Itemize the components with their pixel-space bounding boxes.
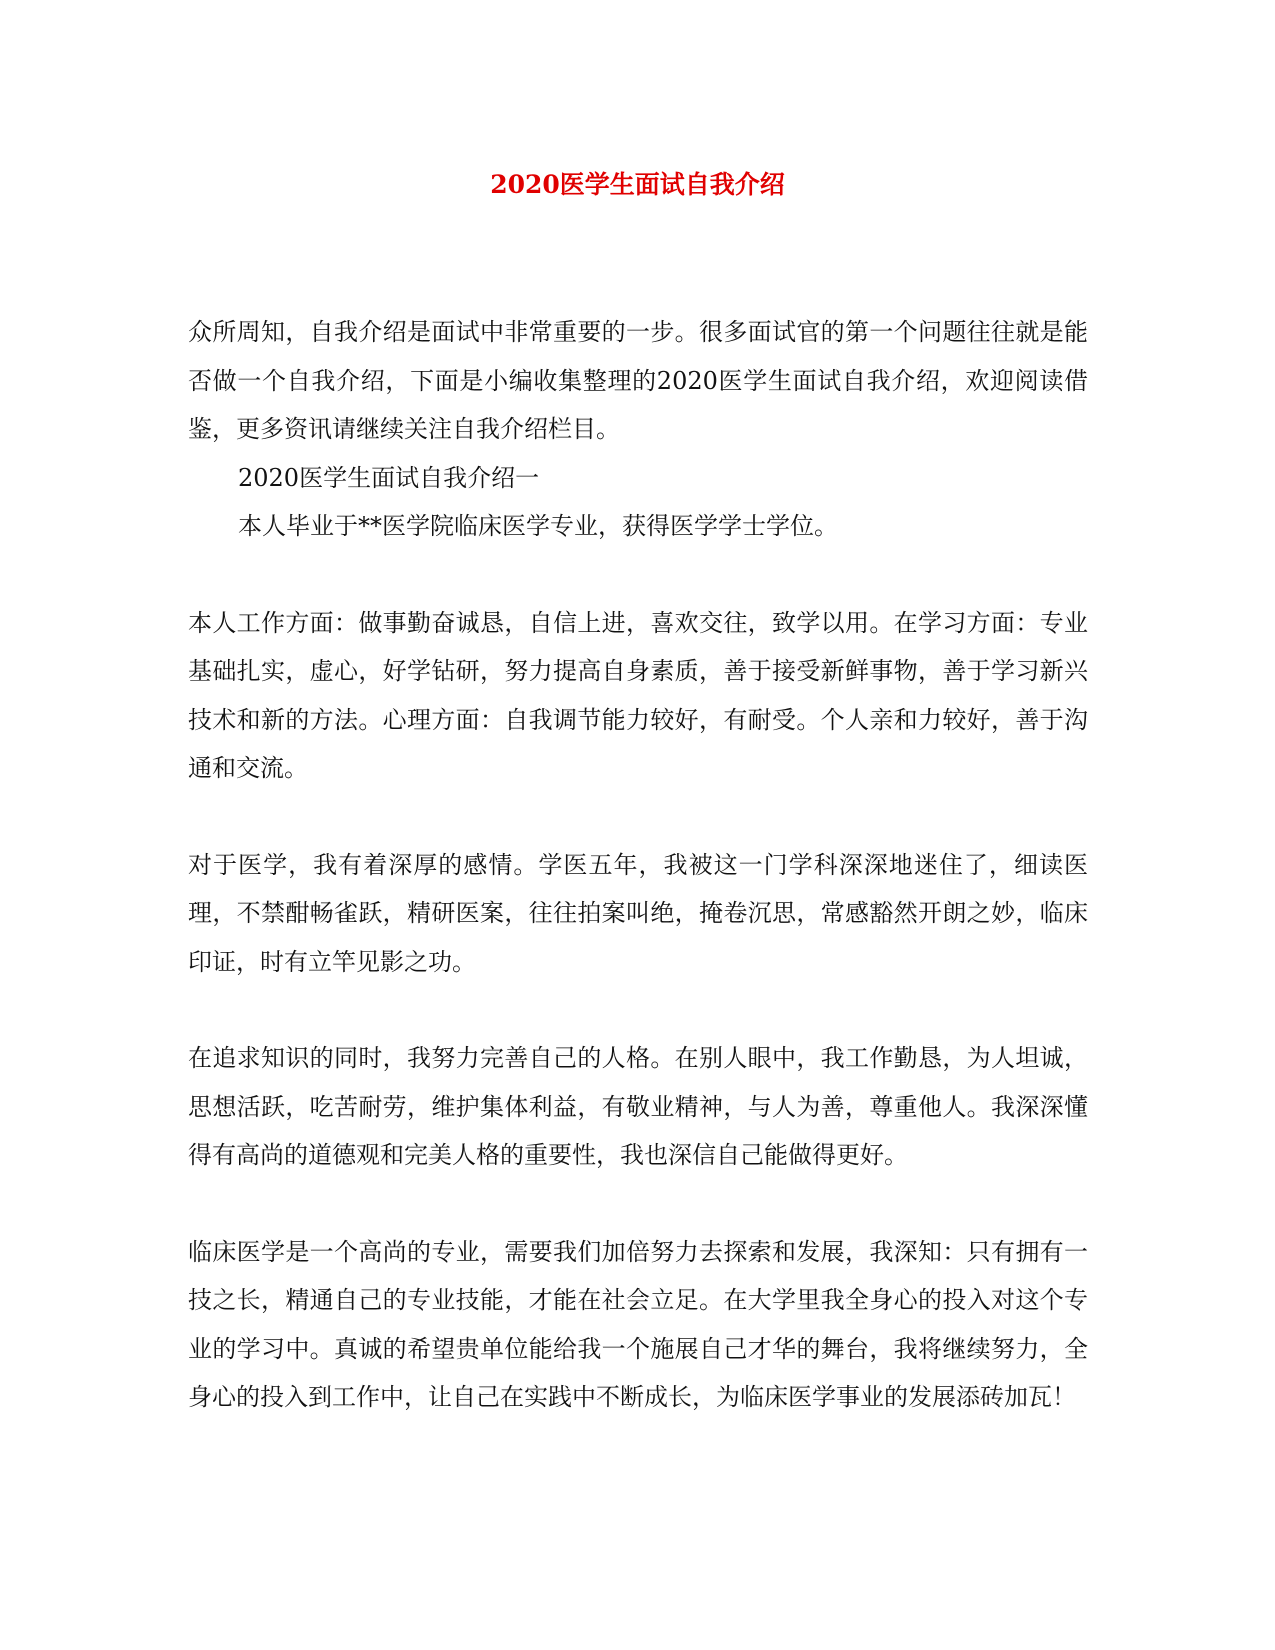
work-paragraph: 本人工作方面：做事勤奋诚恳，自信上进，喜欢交往，致学以用。在学习方面：专业基础扎实，虚心，好学钻研，努力提高自身素质，善于接受新鲜事物，善于学习新兴技术和新的方法。心理方面：自我调节能力较好，有耐受。个人亲和力较好，善于沟通和交流。 bbox=[188, 608, 1088, 782]
closing-paragraph: 临床医学是一个高尚的专业，需要我们加倍努力去探索和发展，我深知：只有拥有一技之长，精通自己的专业技能，才能在社会立足。在大学里我全身心的投入对这个专业的学习中。真诚的希望贵单位能给我一个施展自己才华的舞台，我将继续努力，全身心的投入到工作中，让自己在实践中不断成长，为临床医学事业的发展添砖加瓦！ bbox=[188, 1237, 1088, 1411]
education-paragraph: 本人毕业于**医学院临床医学专业，获得医学学士学位。 bbox=[238, 512, 838, 540]
section-heading: 2020医学生面试自我介绍一 bbox=[238, 463, 540, 492]
document-title: 2020医学生面试自我介绍 bbox=[490, 170, 785, 199]
intro-paragraph: 众所周知，自我介绍是面试中非常重要的一步。很多面试官的第一个问题往往就是能否做一个自我介绍，下面是小编收集整理的2020医学生面试自我介绍，欢迎阅读借鉴，更多资讯请继续关注自我介绍栏目。 bbox=[188, 318, 1088, 443]
document-body bbox=[188, 308, 1088, 1422]
medicine-passion-paragraph: 对于医学，我有着深厚的感情。学医五年，我被这一门学科深深地迷住了，细读医理，不禁酣畅雀跃，精研医案，往往拍案叫绝，掩卷沉思，常感豁然开朗之妙，临床印证，时有立竿见影之功。 bbox=[188, 850, 1088, 976]
character-paragraph: 在追求知识的同时，我努力完善自己的人格。在别人眼中，我工作勤恳，为人坦诚，思想活跃，吃苦耐劳，维护集体利益，有敬业精神，与人为善，尊重他人。我深深懂得有高尚的道德观和完美人格的重要性，我也深信自己能做得更好。 bbox=[188, 1044, 1088, 1169]
